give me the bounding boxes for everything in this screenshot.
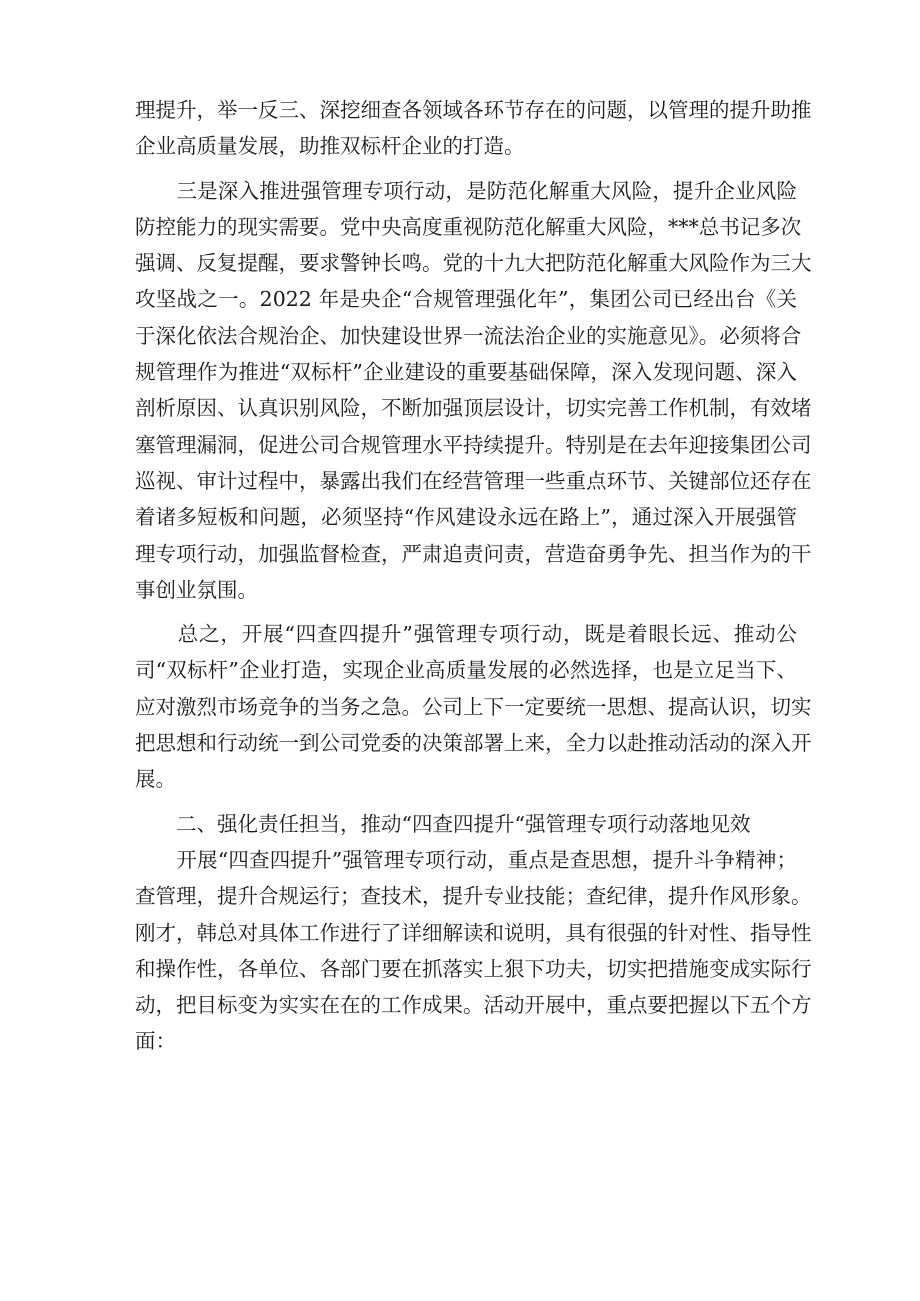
text-line: 刚才，韩总对具体工作进行了详细解读和说明，具有很强的针对性、指导性 [135, 920, 812, 945]
document-body [135, 92, 812, 1060]
text-line: 开展“四查四提升”强管理专项行动，重点是查思想，提升斗争精神； [135, 847, 797, 872]
text-line: 规管理作为推进“双标杆”企业建设的重要基础保障，深入发现问题、深入 [135, 360, 797, 385]
text-line: 和操作性，各单位、各部门要在抓落实上狠下功夫，切实把措施变成实际行 [135, 956, 812, 981]
text-line: 事创业氛围。 [135, 577, 258, 602]
paragraph-2 [135, 173, 812, 609]
paragraph-3 [135, 616, 812, 797]
text-line: 理专项行动，加强监督检查，严肃追责问责，营造奋勇争先、担当作为的干 [135, 541, 812, 566]
text-line: 面： [135, 1029, 176, 1054]
text-line: 展。 [135, 767, 176, 792]
paragraph-1 [135, 92, 812, 165]
text-line: 把思想和行动统一到公司党委的决策部署上来，全力以赴推动活动的深入开 [135, 731, 812, 756]
text-line: 剖析原因、认真识别风险，不断加强顶层设计，切实完善工作机制，有效堵 [135, 396, 812, 421]
text-line: 强调、反复提醒，要求警钟长鸣。党的十九大把防范化解重大风险作为三大 [135, 251, 812, 276]
text-line: 于深化依法合规治企、加快建设世界一流法治企业的实施意见》。必须将合 [135, 323, 802, 348]
paragraph-4 [135, 842, 812, 1060]
text-line: 查管理，提升合规运行；查技术，提升专业技能；查纪律，提升作风形象。 [135, 884, 812, 909]
text-line: 着诸多短板和问题，必须坚持“作风建设永远在路上”，通过深入开展强管 [135, 505, 797, 530]
text-line: 攻坚战之一。2022 年是央企“合规管理强化年”，集团公司已经出台《关 [135, 287, 797, 312]
text-line: 理提升，举一反三、深挖细查各领域各环节存在的问题，以管理的提升助推 [135, 98, 812, 122]
text-line: 动，把目标变为实实在在的工作成果。活动开展中，重点要把握以下五个方 [135, 993, 812, 1018]
text-line: 塞管理漏洞，促进公司合规管理水平持续提升。特别是在去年迎接集团公司 [135, 432, 812, 457]
text-line: 三是深入推进强管理专项行动，是防范化解重大风险，提升企业风险 [135, 178, 797, 203]
text-line: 企业高质量发展，助推双标杆企业的打造。 [135, 134, 525, 159]
text-line: 巡视、审计过程中，暴露出我们在经营管理一些重点环节、关键部位还存在 [135, 468, 812, 493]
heading-line: 二、强化责任担当，推动“四查四提升“强管理专项行动落地见效 [135, 811, 751, 836]
section-heading [135, 806, 797, 842]
text-line: 总之，开展“四查四提升”强管理专项行动，既是着眼长远、推动公 [135, 622, 797, 647]
text-line: 防控能力的现实需要。党中央高度重视防范化解重大风险，***总书记多次 [135, 214, 802, 239]
text-line: 司“双标杆”企业打造，实现企业高质量发展的必然选择，也是立足当下、 [135, 658, 797, 683]
text-line: 应对激烈市场竞争的当务之急。公司上下一定要统一思想、提高认识，切实 [135, 694, 812, 719]
